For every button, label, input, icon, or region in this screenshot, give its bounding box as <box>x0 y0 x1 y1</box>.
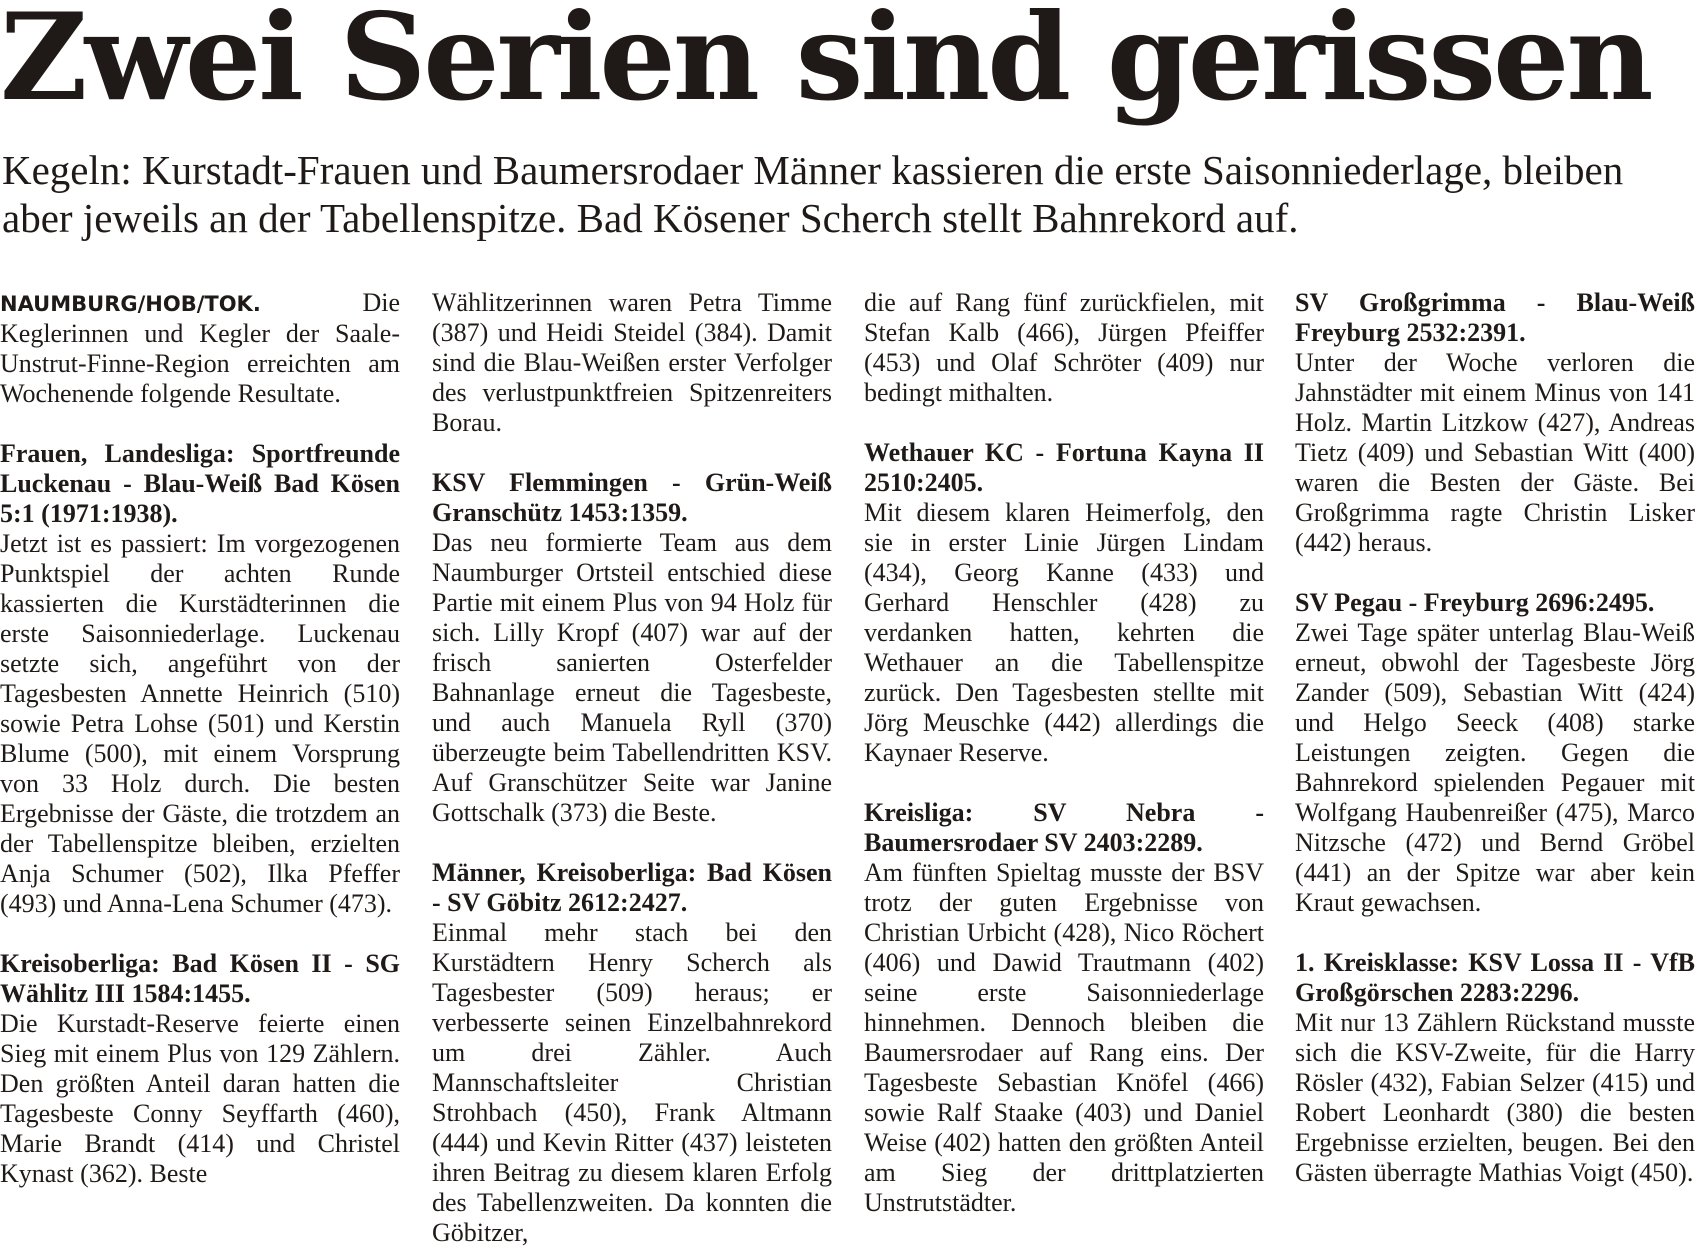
section-heading: Männer, Kreisoberliga: Bad Kösen - SV Göbitz 2612:2427. <box>432 858 832 917</box>
paragraph <box>0 288 400 409</box>
paragraph: Unter der Woche verloren die Jahnstädter mit einem Minus von 141 Holz. Martin Litzkow (427), Andreas Tietz (409) und Sebastian Witt (400) waren die Besten der Gäste. Bei Großgrimma ragte Christin Lisker (442) heraus. <box>1295 348 1695 557</box>
headline: Zwei Serien sind gerissen <box>0 0 1651 128</box>
dateline: NAUMBURG/HOB/TOK. <box>0 292 261 316</box>
paragraph: Mit diesem klaren Heimerfolg, den sie in erster Linie Jürgen Lindam (434), Georg Kanne (433) und Gerhard Henschler (428) zu verdanken hatten, kehrten die Wethauer an die Tabellenspitze zurück. Den Tagesbesten stellte mit Jörg Meuschke (442) allerdings die Kaynaer Reserve. <box>864 498 1264 767</box>
section-heading: Frauen, Landesliga: Sportfreunde Luckenau - Blau-Weiß Bad Kösen 5:1 (1971:1938). <box>0 439 400 528</box>
paragraph: Die Kurstadt-Reserve feierte einen Sieg mit einem Plus von 129 Zählern. Den größten Anteil daran hatten die Tagesbeste Conny Seyffarth (460), Marie Brandt (414) und Christel Kynast (362). Beste <box>0 1009 400 1188</box>
paragraph: Zwei Tage später unterlag Blau-Weiß erneut, obwohl der Tagesbeste Jörg Zander (509), Sebastian Witt (424) und Helgo Seeck (408) starke Leistungen zeigten. Gegen die Bahnrekord spielenden Pegauer mit Wolfgang Haubenreißer (475), Marco Nitzsche (472) und Bernd Gröbel (441) an der Spitze war aber kein Kraut gewachsen. <box>1295 618 1695 917</box>
subheadline: Kegeln: Kurstadt-Frauen und Baumersrodaer Männer kassieren die erste Saisonniederlage, bleiben aber jeweils an der Tabellenspitze. Bad Kösener Scherch stellt Bahnrekord auf. <box>2 147 1624 241</box>
paragraph: Am fünften Spieltag musste der BSV trotz der guten Ergebnisse von Christian Urbicht (428), Nico Röchert (406) und Dawid Trautmann (402) seine erste Saisonniederlage hinnehmen. Dennoch bleiben die Baumersrodaer auf Rang eins. Der Tagesbeste Sebastian Knöfel (466) sowie Ralf Staake (403) und Daniel Weise (402) hatten den größten Anteil am Sieg der drittplatzierten Unstrutstädter. <box>864 858 1264 1217</box>
section-heading: Wethauer KC - Fortuna Kayna II 2510:2405. <box>864 438 1264 497</box>
paragraph: Mit nur 13 Zählern Rückstand musste sich die KSV-Zweite, für die Harry Rösler (432), Fabian Selzer (415) und Robert Leonhardt (380) die besten Ergebnisse erzielten, beugen. Bei den Gästen überragte Mathias Voigt (450). <box>1295 1008 1695 1187</box>
article-column-4 <box>1295 288 1695 1188</box>
paragraph: Das neu formierte Team aus dem Naumburger Ortsteil entschied diese Partie mit einem Plus von 94 Holz für sich. Lilly Kropf (407) war auf der frisch sanierten Osterfelder Bahnanlage erneut die Tagesbeste, und auch Manuela Ryll (370) überzeugte beim Tabellendritten KSV. Auf Granschützer Seite war Janine Gottschalk (373) die Beste. <box>432 528 832 827</box>
section-heading: 1. Kreisklasse: KSV Lossa II - VfB Großgörschen 2283:2296. <box>1295 948 1695 1007</box>
article-column-2 <box>432 288 832 1248</box>
section-heading: KSV Flemmingen - Grün-Weiß Granschütz 1453:1359. <box>432 468 832 527</box>
section-heading: Kreisoberliga: Bad Kösen II - SG Wählitz III 1584:1455. <box>0 949 400 1008</box>
section-heading: Kreisliga: SV Nebra - Baumersrodaer SV 2403:2289. <box>864 798 1264 857</box>
paragraph: die auf Rang fünf zurückfielen, mit Stefan Kalb (466), Jürgen Pfeiffer (453) und Olaf Schröter (409) nur bedingt mithalten. <box>864 288 1264 407</box>
paragraph: Einmal mehr stach bei den Kurstädtern Henry Scherch als Tagesbester (509) heraus; er verbesserte seinen Einzelbahnrekord um drei Zähler. Auch Mannschaftsleiter Christian Strohbach (450), Frank Altmann (444) und Kevin Ritter (437) leisteten ihren Beitrag zu diesem klaren Erfolg des Tabellenzweiten. Da konnten die Göbitzer, <box>432 918 832 1247</box>
article-column-3 <box>864 288 1264 1218</box>
paragraph: Wählitzerinnen waren Petra Timme (387) und Heidi Steidel (384). Damit sind die Blau-Weißen erster Verfolger des verlustpunktfreien Spitzenreiters Borau. <box>432 288 832 437</box>
paragraph: Jetzt ist es passiert: Im vorgezogenen Punktspiel der achten Runde kassierten die Kurstädterinnen die erste Saisonniederlage. Luckenau setzte sich, angeführt von der Tagesbesten Annette Heinrich (510) sowie Petra Lohse (501) und Kerstin Blume (500), mit einem Vorsprung von 33 Holz durch. Die besten Ergebnisse der Gäste, die trotzdem an der Tabellenspitze bleiben, erzielten Anja Schumer (502), Ilka Pfeffer (493) und Anna-Lena Schumer (473). <box>0 529 400 918</box>
paragraph-text: Die Keglerinnen und Kegler der Saale-Unstrut-Finne-Region erreichten am Wochenende folgende Resultate. <box>0 288 400 408</box>
section-heading: SV Großgrimma - Blau-Weiß Freyburg 2532:2391. <box>1295 288 1695 347</box>
article-column-1 <box>0 288 400 1189</box>
section-heading: SV Pegau - Freyburg 2696:2495. <box>1295 588 1655 617</box>
